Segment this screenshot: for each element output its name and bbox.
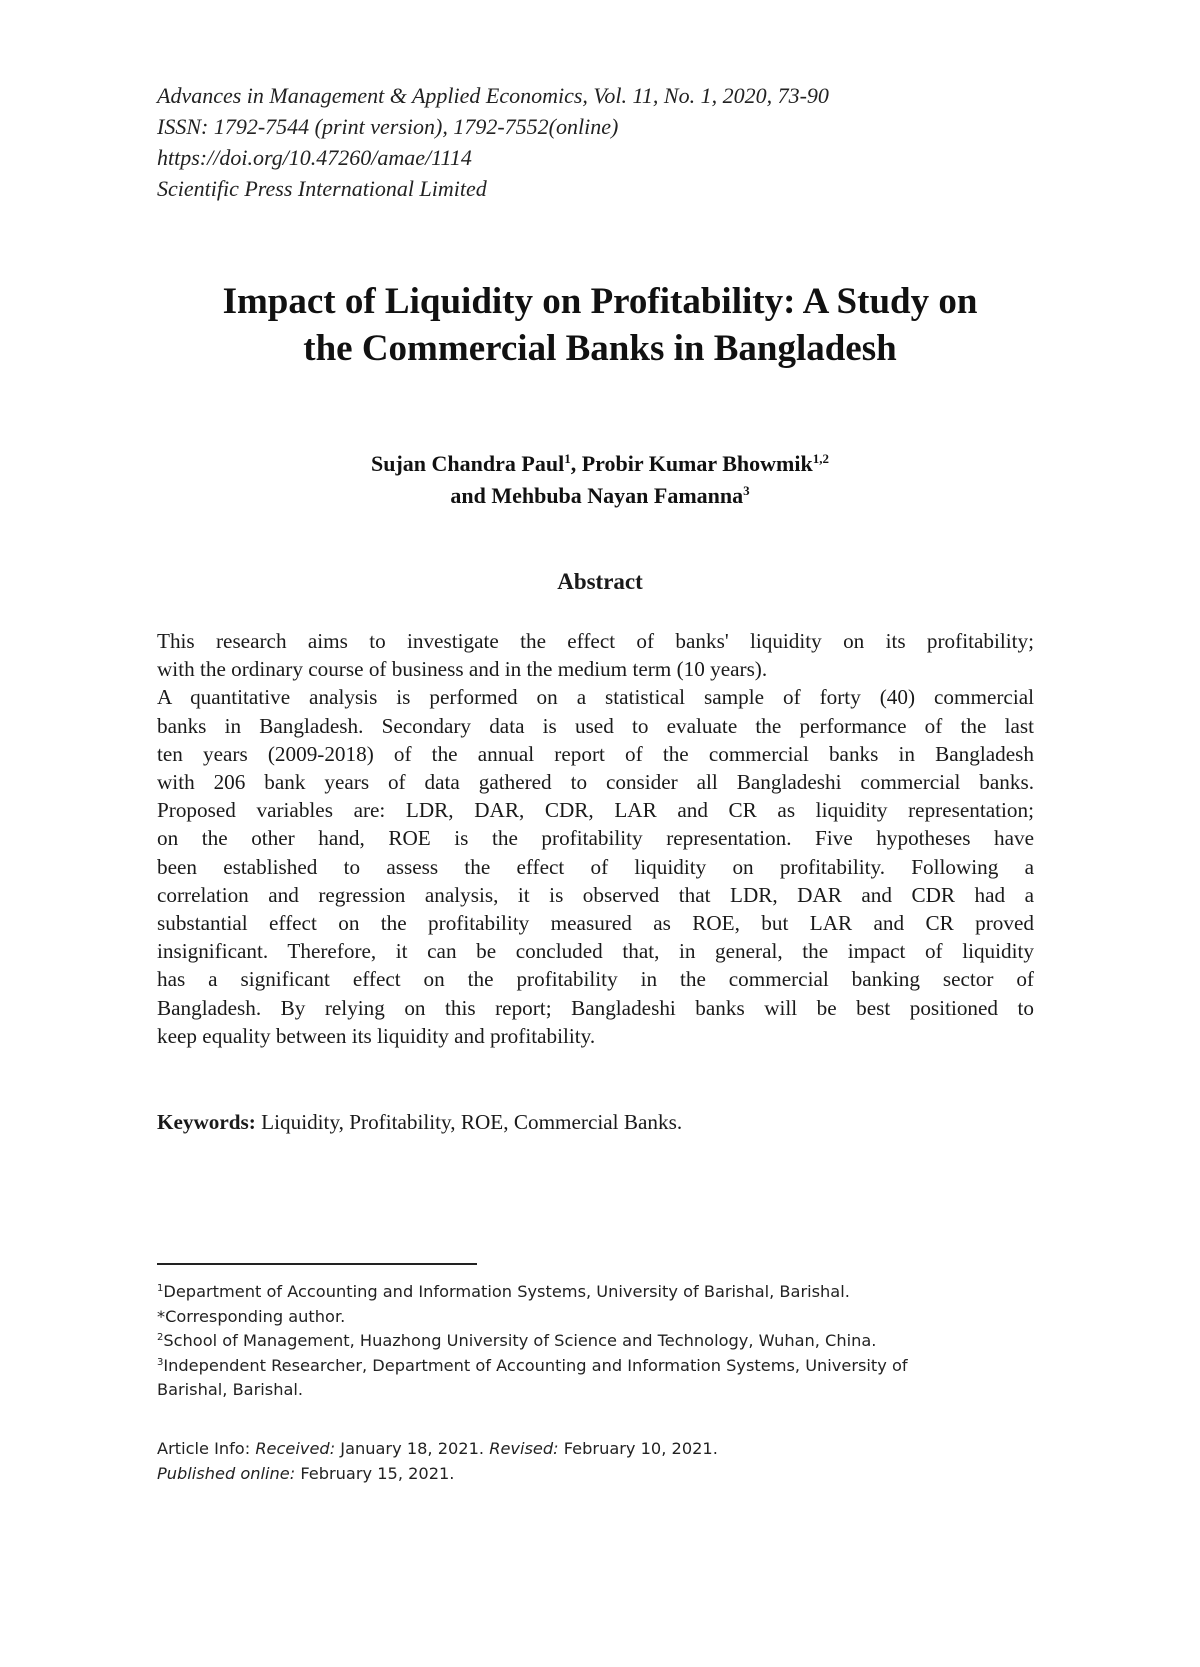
doi-line: https://doi.org/10.47260/amae/1114 [157, 145, 472, 170]
abstract-line: This research aims to investigate the effect of banks' liquidity on its profitability; [157, 629, 1034, 653]
footnote-text: Independent Researcher, Department of Accounting and Information Systems, University of [163, 1355, 908, 1375]
affiliation-marker: 1,2 [812, 451, 829, 466]
author-separator: , [570, 451, 582, 476]
received-date: January 18, 2021. [335, 1439, 490, 1458]
abstract-line: substantial effect on the profitability measured as ROE, but LAR and CR proved [157, 911, 1034, 936]
affiliation-marker: 1 [564, 451, 571, 466]
publisher-line: Scientific Press International Limited [157, 176, 487, 201]
abstract-line: insignificant. Therefore, it can be concluded that, in general, the impact of liquidity [157, 939, 1034, 964]
author-name: Mehbuba Nayan Famanna [491, 483, 744, 508]
footnote-divider [157, 1263, 477, 1265]
abstract-line: with the ordinary course of business and in the medium term (10 years). [157, 657, 768, 682]
author-line-2 [100, 480, 1100, 512]
article-info-dates [157, 1436, 718, 1461]
author-line-1 [100, 448, 1100, 480]
abstract-line: with 206 bank years of data gathered to consider all Bangladeshi commercial banks. [157, 770, 1034, 795]
footnote-2 [157, 1329, 1037, 1354]
footnote-1 [157, 1280, 1037, 1305]
article-info [157, 1436, 718, 1486]
paper-title [100, 278, 1100, 372]
footnote-text: Department of Accounting and Information Systems, University of Barishal, Barishal. [163, 1282, 850, 1301]
keywords-label: Keywords: [157, 1110, 256, 1134]
author-list [100, 448, 1100, 512]
revised-label: Revised: [489, 1439, 559, 1458]
abstract-line: Proposed variables are: LDR, DAR, CDR, LAR and CR as liquidity representation; [157, 798, 1034, 823]
received-label: Received: [255, 1439, 336, 1458]
published-date: February 15, 2021. [295, 1464, 455, 1483]
abstract-line: been established to assess the effect of liquidity on profitability. Following a [157, 854, 1034, 879]
keywords-text: Liquidity, Profitability, ROE, Commercial Banks. [255, 1110, 683, 1134]
journal-header [157, 80, 829, 204]
journal-citation: Advances in Management & Applied Economics, Vol. 11, No. 1, 2020, 73-90 [157, 83, 829, 108]
abstract-line: Bangladesh. By relying on this report; Bangladeshi banks will be best positioned to [157, 995, 1034, 1020]
affiliation-marker: 3 [743, 483, 750, 498]
author-name: Probir Kumar Bhowmik [581, 451, 813, 476]
abstract-body [157, 627, 1034, 1050]
revised-date: February 10, 2021. [558, 1439, 718, 1458]
abstract-line: on the other hand, ROE is the profitability representation. Five hypotheses have [157, 826, 1034, 851]
footnote-text: School of Management, Huazhong University of Science and Technology, Wuhan, China. [163, 1331, 877, 1351]
abstract-line: has a significant effect on the profitability in the commercial banking sector of [157, 967, 1034, 992]
abstract-line: keep equality between its liquidity and profitability. [157, 1023, 596, 1048]
footnote-marker: 3 [157, 1356, 164, 1368]
title-line-2: the Commercial Banks in Bangladesh [303, 328, 897, 369]
article-info-published [157, 1461, 718, 1486]
abstract-heading: Abstract [557, 569, 643, 594]
footnote-marker: 2 [157, 1332, 164, 1344]
footnotes [157, 1280, 1037, 1403]
footnote-3 [157, 1354, 1037, 1379]
abstract-line: ten years (2009-2018) of the annual report of the commercial banks in Bangladesh [157, 741, 1034, 766]
footnote-marker: 1 [157, 1283, 164, 1294]
keywords [157, 1107, 682, 1137]
abstract-line: banks in Bangladesh. Secondary data is used to evaluate the performance of the last [157, 713, 1034, 738]
abstract-line: correlation and regression analysis, it is observed that LDR, DAR and CDR had a [157, 882, 1034, 907]
title-line-1: Impact of Liquidity on Profitability: A Study on [222, 281, 978, 322]
abstract-line: A quantitative analysis is performed on a statistical sample of forty (40) commercial [157, 685, 1034, 710]
footnote-3-continued: Barishal, Barishal. [157, 1380, 304, 1400]
corresponding-author-note: *Corresponding author. [157, 1306, 346, 1326]
author-name: Sujan Chandra Paul [371, 451, 565, 476]
author-conjunction: and [450, 483, 492, 508]
issn-line: ISSN: 1792-7544 (print version), 1792-7552(online) [157, 114, 619, 139]
article-info-prefix: Article Info: [157, 1439, 256, 1458]
published-label: Published online: [157, 1464, 296, 1483]
